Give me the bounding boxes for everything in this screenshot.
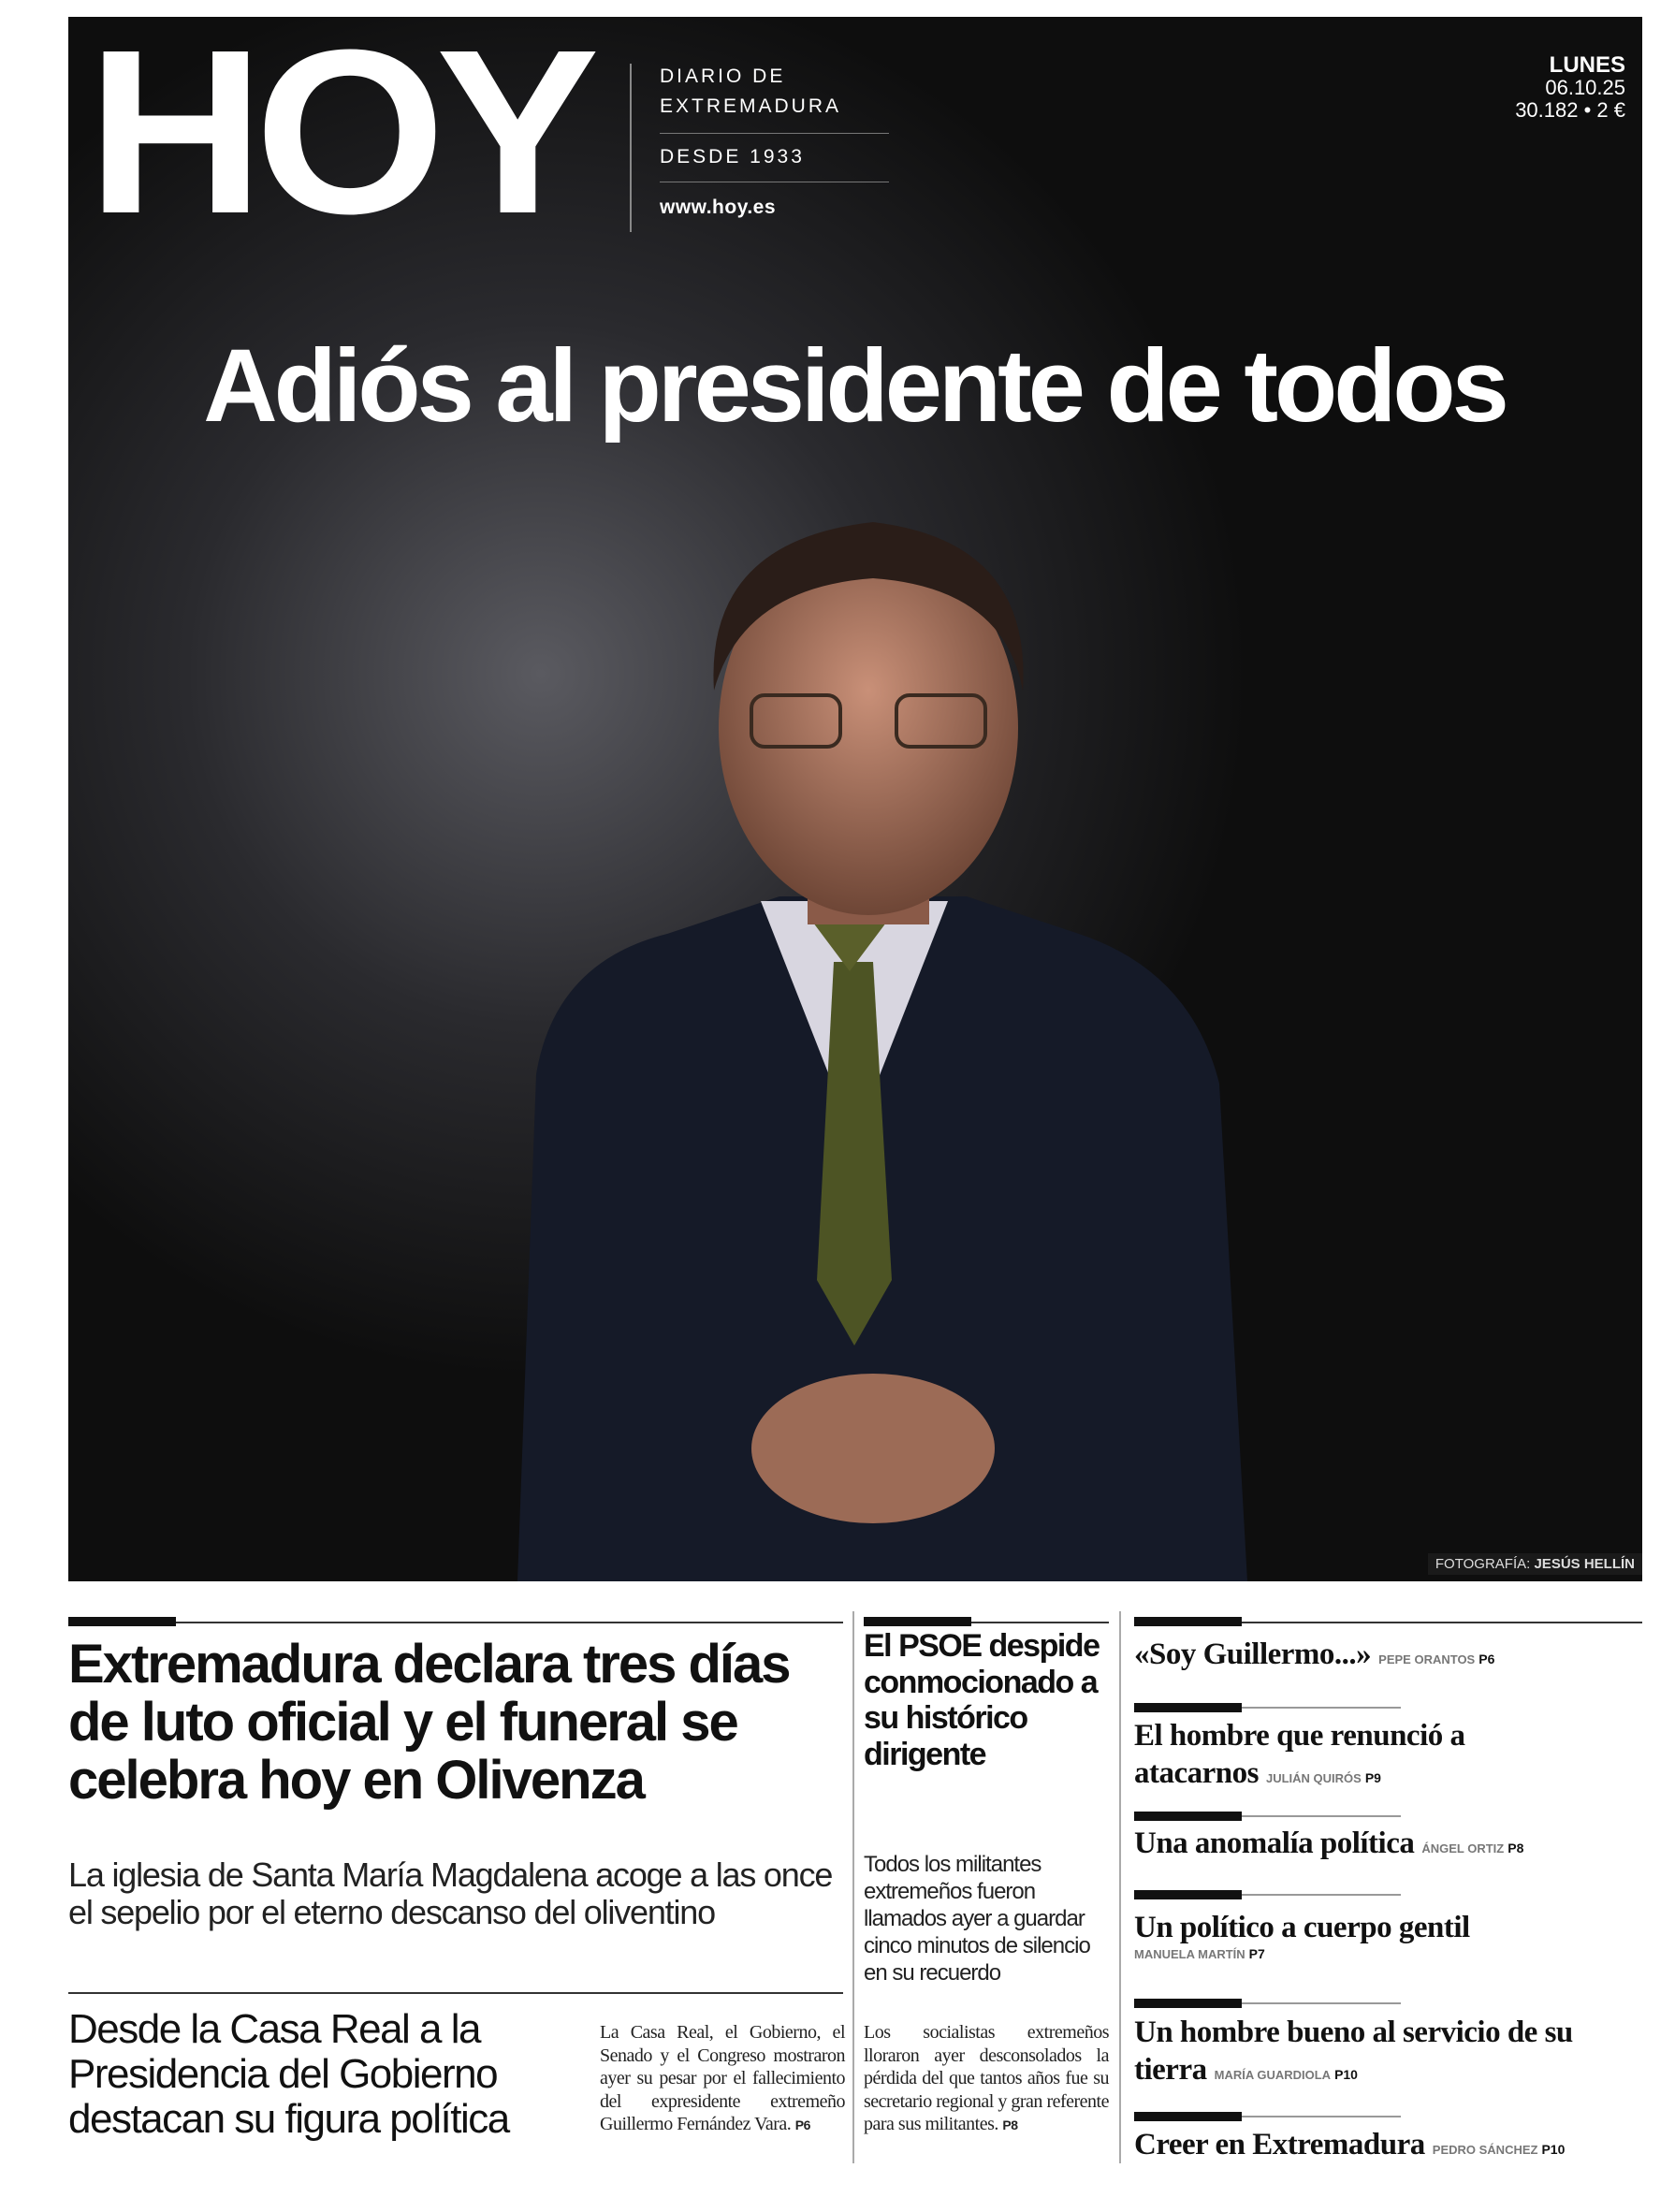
secondary-headline[interactable]: Desde la Casa Real a la Presidencia del Gobierno destacan su figura política bbox=[68, 2006, 509, 2142]
opinion-title: El hombre que renunció a atacarnos bbox=[1134, 1719, 1465, 1790]
tagline-1: DIARIO DE bbox=[660, 65, 786, 87]
main-headline[interactable]: Extremadura declara tres días de luto oficial y el funeral se celebra hoy en Olivenza bbox=[68, 1634, 790, 1811]
page-ref: P9 bbox=[1364, 1770, 1381, 1785]
opinion-author: PEPE ORANTOS bbox=[1378, 1652, 1476, 1666]
photo-credit-label: FOTOGRAFÍA: bbox=[1435, 1556, 1531, 1572]
day: LUNES bbox=[1549, 52, 1625, 78]
opinion-item[interactable] bbox=[1134, 2126, 1639, 2163]
section-rule bbox=[68, 1622, 843, 1623]
page-ref: P10 bbox=[1541, 2142, 1566, 2157]
page-ref: P10 bbox=[1334, 2067, 1358, 2082]
item-bar bbox=[1134, 1999, 1242, 2008]
page-ref: P7 bbox=[1248, 1946, 1265, 1961]
section-bar bbox=[1134, 1617, 1242, 1626]
section-bar bbox=[68, 1617, 176, 1626]
date: 06.10.25 bbox=[1545, 76, 1625, 99]
opinion-author: ÁNGEL ORTIZ bbox=[1421, 1841, 1505, 1855]
masthead-divider bbox=[630, 64, 632, 232]
issue-price: 30.182 • 2 € bbox=[1515, 98, 1625, 122]
main-subhead: La iglesia de Santa María Magdalena acoge a las once el sepelio por el eterno descanso del oliventino bbox=[68, 1855, 833, 1931]
section-rule bbox=[68, 1992, 843, 1994]
item-bar bbox=[1134, 1703, 1242, 1712]
secondary-body bbox=[600, 2021, 845, 2137]
opinion-author: MARÍA GUARDIOLA bbox=[1214, 2068, 1332, 2082]
opinion-title: Un político a cuerpo gentil bbox=[1134, 1911, 1470, 1944]
opinion-author: JULIÁN QUIRÓS bbox=[1265, 1771, 1362, 1785]
item-bar bbox=[1134, 1812, 1242, 1821]
psoe-summary: Todos los militantes extremeños fueron llamados ayer a guardar cinco minutos de silencio en su recuerdo bbox=[864, 1852, 1090, 1986]
opinion-item[interactable] bbox=[1134, 1717, 1639, 1792]
opinion-title: Una anomalía política bbox=[1134, 1826, 1415, 1860]
opinion-item[interactable] bbox=[1134, 1909, 1639, 1963]
column-divider bbox=[1119, 1611, 1121, 2163]
issue-meta bbox=[1515, 54, 1625, 122]
cover-headline: Adiós al presidente de todos bbox=[203, 328, 1506, 444]
opinion-author: MANUELA MARTÍN bbox=[1134, 1947, 1245, 1961]
photo-credit bbox=[1428, 1553, 1642, 1575]
photo-credit-name: JESÚS HELLÍN bbox=[1534, 1556, 1635, 1572]
opinion-title: Creer en Extremadura bbox=[1134, 2128, 1425, 2161]
page-ref: P8 bbox=[1508, 1841, 1524, 1855]
tagline-2: EXTREMADURA bbox=[660, 95, 842, 117]
item-bar bbox=[1134, 2112, 1242, 2121]
section-bar bbox=[864, 1617, 971, 1626]
psoe-headline[interactable]: El PSOE despide conmocionado a su histórico dirigente bbox=[864, 1628, 1100, 1772]
item-bar bbox=[1134, 1890, 1242, 1899]
secondary-body-text: La Casa Real, el Gobierno, el Senado y el Congreso mostraron ayer su pesar por el fallecimiento del expresidente extremeño Guillermo Fernández Vara. bbox=[600, 2022, 845, 2134]
website-link[interactable]: www.hoy.es bbox=[660, 196, 777, 218]
tagline-rule bbox=[660, 133, 889, 134]
psoe-body bbox=[864, 2021, 1109, 2137]
page-ref: P6 bbox=[794, 2117, 810, 2132]
opinion-title: «Soy Guillermo...» bbox=[1134, 1637, 1372, 1671]
opinion-item[interactable] bbox=[1134, 1636, 1639, 1673]
cover-panel bbox=[68, 17, 1642, 1581]
opinion-author: PEDRO SÁNCHEZ bbox=[1432, 2143, 1538, 2157]
psoe-body-text: Los socialistas extremeños lloraron ayer desconsolados la pérdida del que tantos años fue su secretario regional y gran referente para sus militantes. bbox=[864, 2022, 1109, 2134]
opinion-item[interactable] bbox=[1134, 2014, 1639, 2088]
opinion-item[interactable] bbox=[1134, 1825, 1639, 1862]
opinion-title: Un hombre bueno al servicio de su tierra bbox=[1134, 2016, 1573, 2087]
hoy-logo: HOY bbox=[87, 17, 590, 262]
page-ref: P8 bbox=[1002, 2117, 1018, 2132]
page-ref: P6 bbox=[1478, 1652, 1495, 1666]
since-label: DESDE 1933 bbox=[660, 146, 805, 167]
